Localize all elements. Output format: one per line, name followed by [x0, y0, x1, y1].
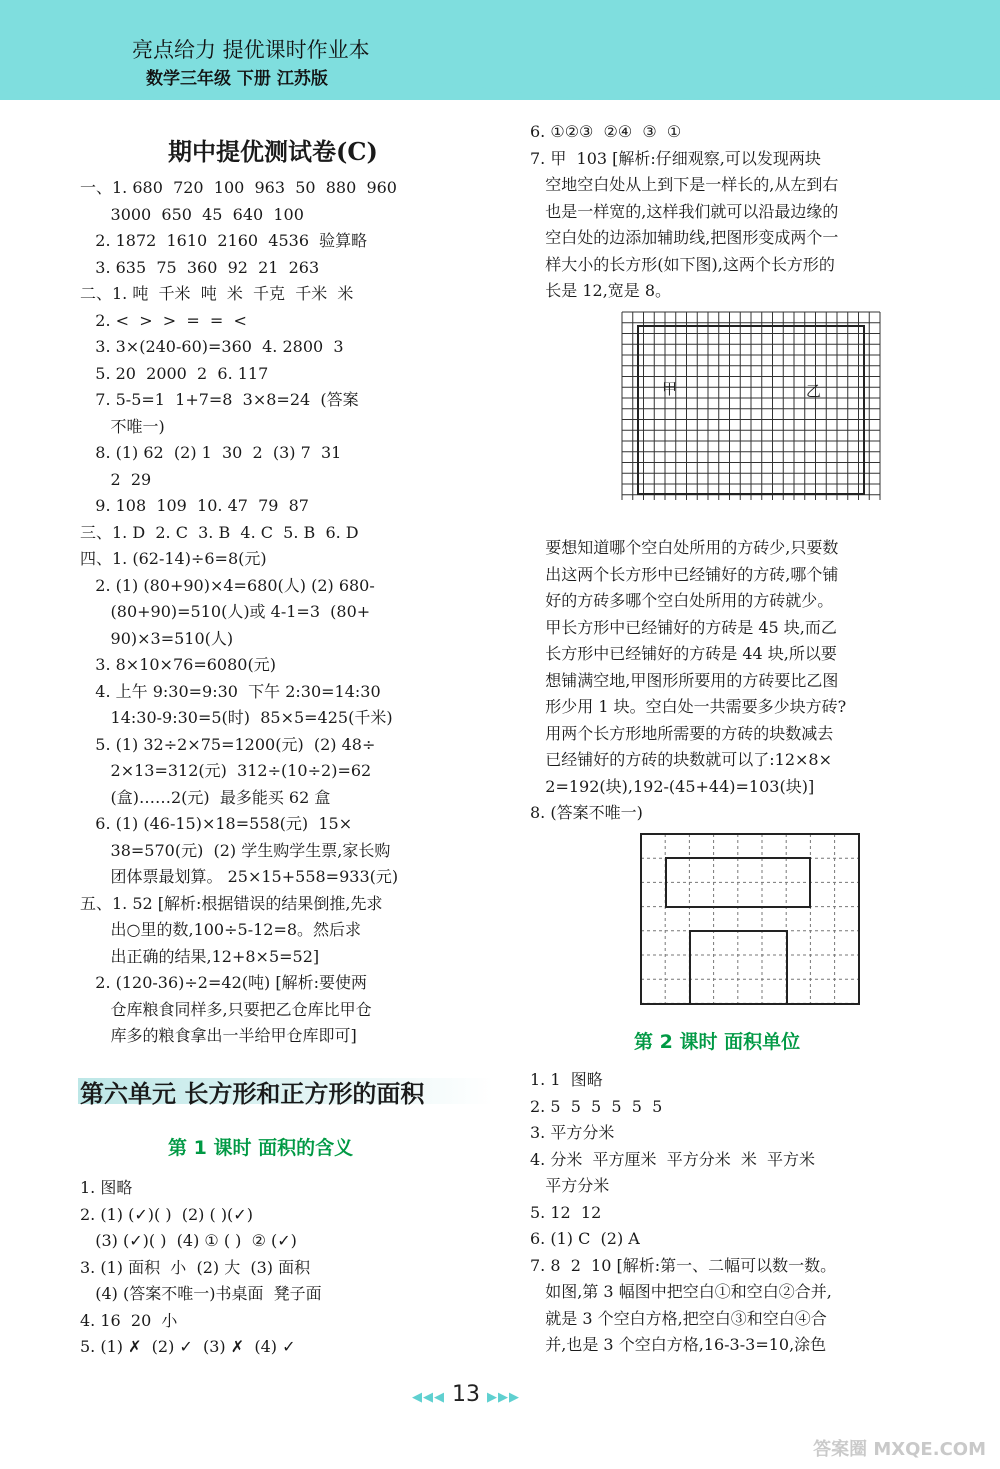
answer-line: 形少用 1 块。空白处一共需要多少块方砖? [530, 697, 847, 716]
answer-line: 5. (1) 32÷2×75=1200(元) (2) 48÷ [80, 734, 376, 754]
answer-line: 想铺满空地,甲图形所要用的方砖要比乙图 [530, 670, 839, 690]
answer-line: 4. 上午 9:30=9:30 下午 2:30=14:30 [80, 681, 381, 701]
prev-arrows-icon: ◀◀◀ [412, 1390, 445, 1405]
exam-title: 期中提优测试卷(C) [168, 137, 378, 166]
lesson-1-title: 第 1 课时 面积的含义 [168, 1137, 354, 1159]
answer-line: 2. (120-36)÷2=42(吨) [解析:要使两 [80, 973, 367, 992]
label-jia: 甲 [662, 380, 678, 398]
answer-line: 二、1. 吨 千米 吨 米 千克 千米 米 [80, 284, 354, 303]
answer-line: 长方形中已经铺好的方砖是 44 块,所以要 [530, 644, 837, 663]
answer-line: (3) (✓)( ) (4) ① ( ) ② (✓) [80, 1231, 297, 1250]
answer-line: 团体票最划算。 25×15+558=933(元) [80, 867, 399, 886]
answer-line: 2 29 [80, 469, 152, 489]
answer-line: 6. ①②③ ②④ ③ ① [530, 122, 682, 141]
answer-line: 2×13=312(元) 312÷(10÷2)=62 [80, 761, 372, 780]
unit-title: 第六单元 长方形和正方形的面积 [80, 1079, 425, 1108]
answer-line: 3. 8×10×76=6080(元) [80, 655, 276, 674]
book-series-title: 亮点给力 提优课时作业本 [132, 38, 370, 62]
answer-line: 库多的粮食拿出一半给甲仓库即可] [80, 1026, 357, 1045]
answer-line: 90)×3=510(人) [80, 628, 234, 648]
answer-line: 8. (1) 62 (2) 1 30 2 (3) 7 31 [80, 443, 342, 462]
label-yi: 乙 [806, 382, 822, 400]
answer-line: 并,也是 3 个空白方格,16-3-3=10,涂色 [530, 1335, 827, 1354]
answer-line: 已经铺好的方砖的块数就可以了:12×8× [530, 750, 833, 769]
tile-floor-figure [620, 310, 882, 502]
answer-line: 1. 图略 [80, 1178, 133, 1197]
answer-line: (80+90)=510(人)或 4-1=3 (80+ [80, 602, 371, 621]
answer-line: 出○里的数,100÷5-12=8。然后求 [80, 920, 362, 939]
answer-line: 五、1. 52 [解析:根据错误的结果倒推,先求 [80, 893, 383, 913]
answer-line: 平方分米 [530, 1176, 610, 1195]
answer-line: 用两个长方形地所需要的方砖的块数减去 [530, 723, 834, 743]
answer-line: 好的方砖多哪个空白处所用的方砖就少。 [530, 591, 834, 610]
answer-line: 仓库粮食同样多,只要把乙仓库比甲仓 [80, 999, 372, 1019]
answer-line: 2. (1) (80+90)×4=680(人) (2) 680- [80, 575, 375, 595]
lesson-2-title: 第 2 课时 面积单位 [634, 1031, 801, 1053]
answer-line: 也是一样宽的,这样我们就可以沿最边缘的 [530, 201, 839, 221]
answer-line: 3. 635 75 360 92 21 263 [80, 257, 320, 277]
answer-line: 3. 3×(240-60)=360 4. 2800 3 [80, 337, 344, 356]
answer-line: 5. 20 2000 2 6. 117 [80, 363, 269, 383]
answer-line: 4. 分米 平方厘米 平方分米 米 平方米 [530, 1149, 816, 1169]
answer-line: 9. 108 109 10. 47 79 87 [80, 496, 309, 515]
answer-line: 2=192(块),192-(45+44)=103(块)] [530, 776, 815, 796]
answer-line: 7. 8 2 10 [解析:第一、二幅可以数一数。 [530, 1255, 837, 1275]
answer-line: 38=570(元) (2) 学生购学生票,家长购 [80, 840, 391, 860]
answer-line: 7. 5-5=1 1+7=8 3×8=24 (答案 [80, 390, 359, 409]
answer-line: 5. (1) ✗ (2) ✓ (3) ✗ (4) ✓ [80, 1337, 296, 1356]
answer-line: 四、1. (62-14)÷6=8(元) [80, 549, 267, 568]
answer-line: 要想知道哪个空白处所用的方砖少,只要数 [530, 538, 839, 557]
book-edition: 数学三年级 下册 江苏版 [146, 69, 328, 89]
answer-line: 6. (1) (46-15)×18=558(元) 15× [80, 814, 353, 833]
answer-line: 空地空白处从上到下是一样长的,从左到右 [530, 175, 839, 194]
answer-line: 2. 1872 1610 2160 4536 验算略 [80, 231, 368, 250]
answer-line: 样大小的长方形(如下图),这两个长方形的 [530, 254, 835, 274]
answer-line: 3. 平方分米 [530, 1123, 615, 1142]
answer-line: 出这两个长方形中已经铺好的方砖,哪个铺 [530, 564, 839, 584]
answer-line: 4. 16 20 小 [80, 1310, 178, 1330]
answer-line: 6. (1) C (2) A [530, 1229, 640, 1248]
answer-line: 3. (1) 面积 小 (2) 大 (3) 面积 [80, 1257, 311, 1277]
answer-line: 三、1. D 2. C 3. B 4. C 5. B 6. D [80, 522, 359, 542]
answer-line: (盒)……2(元) 最多能买 62 盒 [80, 787, 331, 807]
answer-line: 7. 甲 103 [解析:仔细观察,可以发现两块 [530, 148, 821, 168]
answer-line: 一、1. 680 720 100 963 50 880 960 [80, 178, 397, 197]
answer-line: 14:30-9:30=5(时) 85×5=425(千米) [80, 708, 393, 727]
rectangles-figure [640, 833, 860, 1005]
answer-line: 3000 650 45 640 100 [80, 204, 304, 224]
page-number: 13 [452, 1382, 480, 1407]
answer-line: 空白处的边添加辅助线,把图形变成两个一 [530, 228, 839, 247]
answer-line: 2. < > > = = < [80, 310, 247, 330]
answer-line: 5. 12 12 [530, 1202, 602, 1222]
answer-line: 长是 12,宽是 8。 [530, 281, 672, 300]
answer-line: 甲长方形中已经铺好的方砖是 45 块,而乙 [530, 617, 837, 637]
answer-line: (4) (答案不唯一)书桌面 凳子面 [80, 1284, 322, 1303]
next-arrows-icon: ▶▶▶ [487, 1390, 520, 1405]
answer-line: 2. 5 5 5 5 5 5 [530, 1096, 663, 1116]
answer-line: 就是 3 个空白方格,把空白③和空白④合 [530, 1308, 827, 1328]
answer-line: 1. 1 图略 [530, 1070, 603, 1089]
answer-line: 8. (答案不唯一) [530, 803, 643, 822]
page-footer [412, 1382, 520, 1407]
answer-line: 不唯一) [80, 416, 165, 436]
watermark: 答案圈 MXQE.COM [813, 1439, 986, 1460]
answer-line: 2. (1) (✓)( ) (2) ( )(✓) [80, 1204, 253, 1224]
answer-line: 出正确的结果,12+8×5=52] [80, 946, 320, 966]
answer-line: 如图,第 3 幅图中把空白①和空白②合并, [530, 1282, 832, 1301]
